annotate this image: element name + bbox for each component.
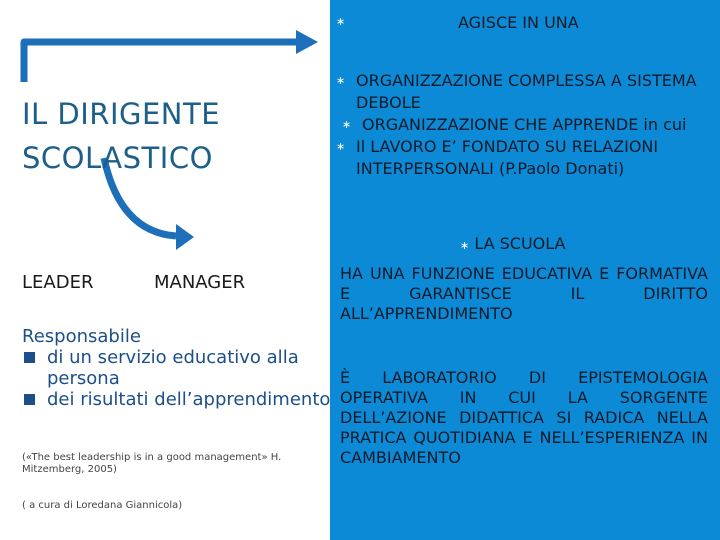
list-item bbox=[336, 114, 716, 136]
asterisk-bullet-icon: ∗ bbox=[336, 15, 346, 28]
page-title bbox=[22, 92, 220, 180]
curve-arrow-head bbox=[176, 224, 194, 250]
laboratory-paragraph: È LABORATORIO DI EPISTEMOLOGIA OPERATIVA IN CUI LA SORGENTE DELL’AZIONE DIDATTICA SI RADICA NELLA PRATICA QUOTIDIANA E NELL’ESPERIENZA IN CAMBIAMENTO bbox=[340, 368, 708, 467]
title-line-1: IL DIRIGENTE bbox=[22, 97, 221, 131]
asterisk-bullet-icon: ∗ bbox=[342, 118, 352, 131]
quote: («The best leadership is in a good management» H. Mitzemberg, 2005) bbox=[22, 452, 282, 475]
credit: ( a cura di Loredana Giannicola) bbox=[22, 500, 183, 511]
top-arrow-line bbox=[24, 42, 298, 82]
asterisk-bullet-icon: ∗ bbox=[336, 74, 346, 87]
role-leader: LEADER bbox=[22, 272, 94, 293]
school-function-paragraph: HA UNA FUNZIONE EDUCATIVA E FORMATIVA E GARANTISCE IL DIRITTO ALL’APPRENDIMENTO bbox=[340, 264, 708, 323]
list-item-text: dei risultati dell’apprendimento bbox=[47, 389, 331, 410]
asterisk-bullet-icon: ∗ bbox=[460, 239, 470, 252]
list-item-text: Il LAVORO E’ FONDATO SU RELAZIONI INTERPERSONALI (P.Paolo Donati) bbox=[356, 137, 659, 178]
school-heading bbox=[460, 234, 565, 253]
list-item bbox=[22, 389, 332, 410]
role-manager: MANAGER bbox=[154, 272, 246, 293]
top-arrow-head bbox=[296, 30, 318, 54]
list-item-text: ORGANIZZAZIONE CHE APPRENDE in cui bbox=[362, 115, 687, 134]
panel-list bbox=[336, 70, 716, 180]
title-line-2: SCOLASTICO bbox=[22, 141, 213, 175]
list-item bbox=[336, 136, 716, 180]
right-panel bbox=[330, 0, 720, 540]
responsibilities-heading: Responsabile bbox=[22, 326, 141, 347]
list-item-text: di un servizio educativo alla persona bbox=[47, 347, 299, 389]
panel-header-text: AGISCE IN UNA bbox=[458, 13, 579, 32]
list-item bbox=[336, 70, 716, 114]
square-bullet-icon bbox=[24, 394, 35, 405]
asterisk-bullet-icon: ∗ bbox=[336, 140, 346, 153]
panel-header bbox=[336, 10, 716, 32]
responsibilities bbox=[22, 326, 332, 410]
list-item-text: ORGANIZZAZIONE COMPLESSA A SISTEMA DEBOLE bbox=[356, 71, 697, 112]
list-item bbox=[22, 347, 332, 389]
school-heading-text: LA SCUOLA bbox=[474, 234, 566, 253]
square-bullet-icon bbox=[24, 352, 35, 363]
